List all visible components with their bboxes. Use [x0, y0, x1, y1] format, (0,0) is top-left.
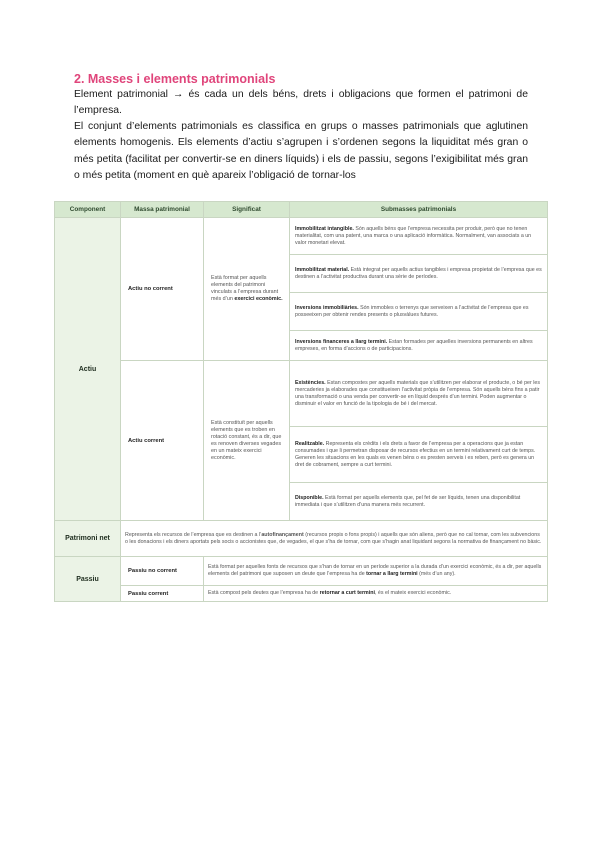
passiu-label: Passiu	[55, 557, 121, 602]
passiu-no-corrent-label: Passiu no corrent	[121, 557, 204, 586]
header-submasses: Submasses patrimonials	[290, 202, 548, 218]
patrimoni-net-text: Representa els recursos de l’empresa que es destinen a l’autofinançament (recursos propis o fons propis) i aquells que són aliens, però que no cal tornar, com les subvencions o les donacions i els diners aportats pels socis o accionistes que, de vegades, el que s’ha de tornar, com que s’hagin anat liquidant segons la normativa de finançament no bàsic.	[121, 521, 548, 557]
table-row	[55, 586, 548, 602]
table-row	[55, 218, 548, 255]
submassa-realitzable: Realitzable. Representa els crèdits i els drets a favor de l’empresa per a operacions que ja estan consumades i que li permetran disposar de recursos efectius en un termini relativament curt de temps. Generen les situacions en les quals es venen béns o es presten serveis i es reben, però es genera un dret de cobrament, sempre a curt termini.	[290, 427, 548, 483]
table-row	[55, 521, 548, 557]
actiu-label: Actiu	[55, 218, 121, 521]
passiu-corrent-text: Està compost pels deutes que l’empresa ha de retornar a curt termini, és el mateix exercici econòmic.	[204, 586, 548, 602]
submassa-disponible: Disponible. Està format per aquells elements que, pel fet de ser líquids, tenen una disponibilitat immediata i que s’utilitzen d’una manera més recurrent.	[290, 483, 548, 521]
patrimonial-masses-table	[54, 201, 548, 602]
submassa-inversions-financeres: Inversions financeres a llarg termini. Estan formades per aquelles inversions permanents en altres empreses, en forma d’accions o de participacions.	[290, 331, 548, 361]
section-heading: 2. Masses i elements patrimonials	[74, 72, 276, 86]
actiu-no-corrent-significat: Està format per aquells elements del patrimoni vinculats a l’empresa durant més d’un exercici econòmic.	[204, 218, 290, 361]
submassa-existencies: Existències. Estan compostes per aquells materials que s’utilitzen per elaborar el producte, o bé per les mercaderies ja elaborades que constitueixen l’activitat pròpia de l’empresa. Són aquells béns fins a patir una transformació o una venda per convertir-se en líquid després d’un termini. Poden augmentar o disminuir el valor en funció de la tipologia de bé i del mercat.	[290, 361, 548, 427]
paragraph-classification: El conjunt d’elements patrimonials es classifica en grups o masses patrimonials que aglutinen elements homogenis. Els elements d’actiu s’agrupen i s’ordenen segons la liquiditat més gran o més petita (facilitat per convertir-se en diners líquids) i els de passiu, segons l’exigibilitat més gran o més petita (moment en què apareix l’obligació de tornar-los	[74, 121, 528, 181]
header-significat: Significat	[204, 202, 290, 218]
table-header-row	[55, 202, 548, 218]
actiu-no-corrent-label: Actiu no corrent	[121, 218, 204, 361]
passiu-no-corrent-text: Està format per aquelles fonts de recursos que s’han de tornar en un període superior a la durada d’un exercici econòmic, és a dir, per aquells elements del patrimoni que suposen un deute que l’empresa ha de tornar a llarg termini (més d’un any).	[204, 557, 548, 586]
actiu-corrent-label: Actiu corrent	[121, 361, 204, 521]
passiu-corrent-label: Passiu corrent	[121, 586, 204, 602]
submassa-immobilitzat-material: Immobilitzat material. Està integrat per aquells actius tangibles i empresa propietat de l’empresa que es destinen a l’activitat productiva durant una sèrie de períodes.	[290, 255, 548, 293]
submassa-inversions-immobiliaries: Inversions immobiliàries. Són immobles o terrenys que serveixen a l’activitat de l’empresa que es posseeixen per obtenir rendes presents o plusvàlues futures.	[290, 293, 548, 331]
header-component: Component	[55, 202, 121, 218]
paragraph-definition: Element patrimonial → és cada un dels béns, drets i obligacions que formen el patrimoni de l’empresa.	[74, 89, 528, 117]
submassa-immobilitzat-intangible: Immobilitzat intangible. Són aquells béns que l’empresa necessita per produir, però que no tenen materialitat, com una patent, una marca o una aplicació informàtica. Normalment, van associats a un valor monetari elevat.	[290, 218, 548, 255]
header-massa: Massa patrimonial	[121, 202, 204, 218]
table-row	[55, 361, 548, 427]
table-row	[55, 557, 548, 586]
actiu-corrent-significat: Està constituït per aquells elements que es troben en rotació constant, és a dir, que es renoven diverses vegades en un mateix exercici econòmic.	[204, 361, 290, 521]
patrimoni-net-label: Patrimoni net	[55, 521, 121, 557]
